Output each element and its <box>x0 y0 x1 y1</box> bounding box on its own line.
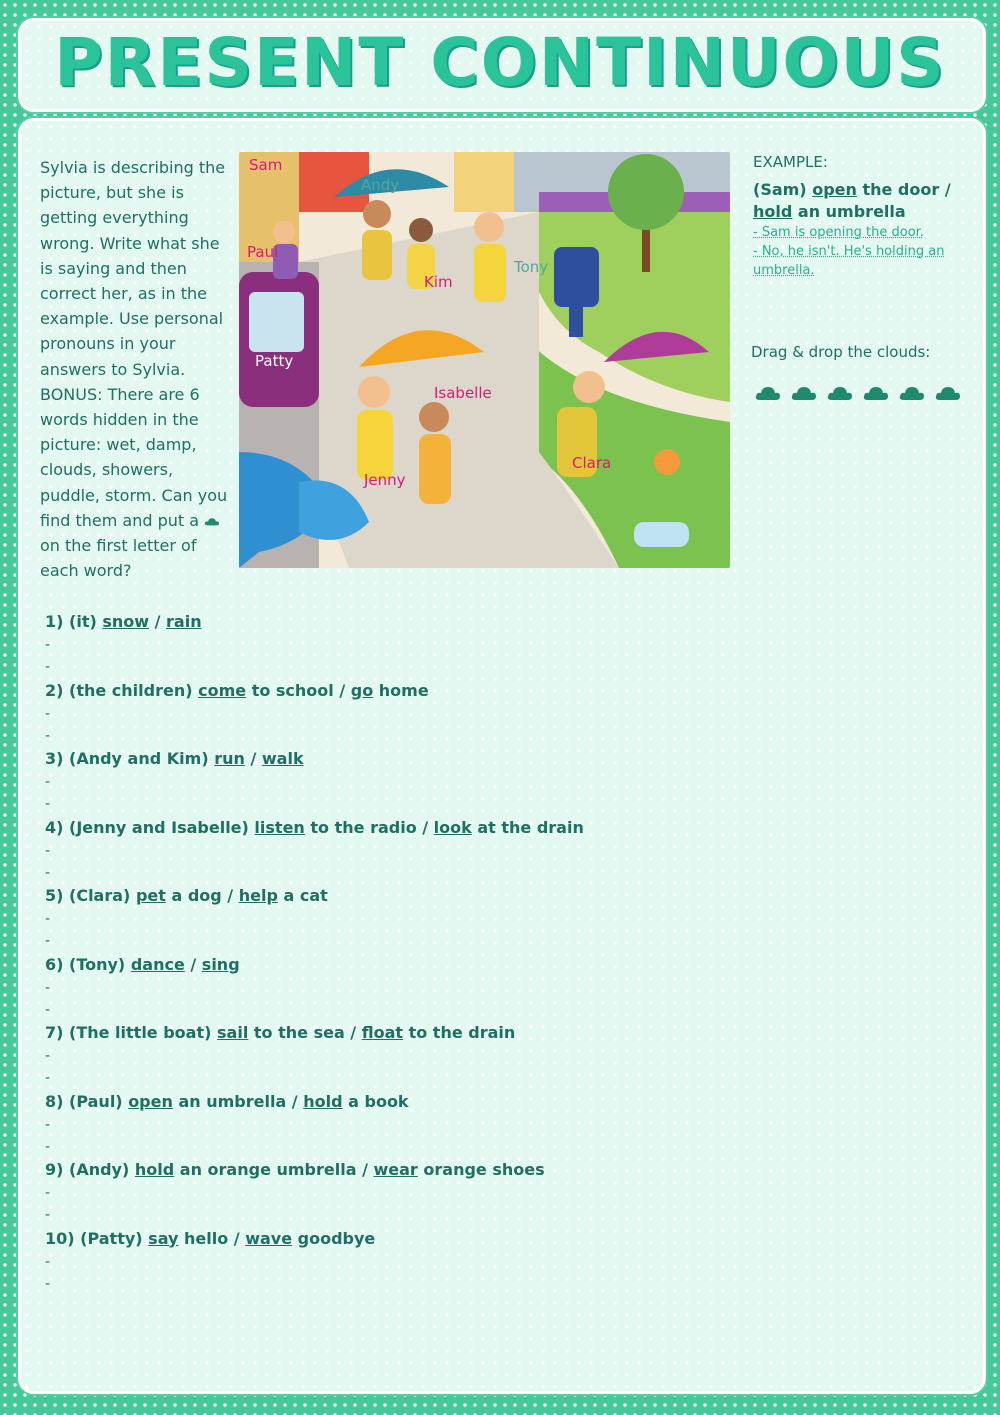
page-title: PRESENT CONTINUOUS <box>54 24 946 101</box>
label-kim: Kim <box>424 273 453 291</box>
question-rest2: home <box>378 680 429 700</box>
question-rest1: to the radio <box>310 817 417 837</box>
question-verb1: hold <box>134 1160 175 1179</box>
draggable-cloud-icon[interactable] <box>791 385 817 401</box>
instructions-text: Sylvia is describing the picture, but she is getting everything wrong. Write what she is saying and then correct her, as in the example. Use personal pronouns in your answers to Sylvia. BONUS: There are 6 words hidden in the picture: wet, damp, clouds, showers, puddle, storm. Can you find them and put a <box>40 158 228 530</box>
question-verb1: open <box>128 1091 173 1111</box>
question-verb2: look <box>433 817 472 837</box>
question-prompt: 9) (Andy) hold an orange umbrella / wear orange shoes <box>45 1160 545 1179</box>
example-verb1: open <box>812 180 857 199</box>
question-verb2: float <box>361 1023 404 1042</box>
example-heading: EXAMPLE: <box>753 153 828 171</box>
question-subject: 4) (Jenny and Isabelle) <box>45 817 249 837</box>
question-subject: 6) (Tony) <box>45 954 126 974</box>
answer-line[interactable]: - <box>45 1138 51 1155</box>
draggable-cloud-icon[interactable] <box>899 385 925 401</box>
answer-line[interactable]: - <box>45 1207 51 1223</box>
question-verb2: go <box>350 680 374 700</box>
answer-line[interactable]: - <box>45 659 51 675</box>
answer-line[interactable]: - <box>45 1070 51 1086</box>
question-verb2: walk <box>261 749 304 768</box>
question-rest2: a book <box>348 1091 409 1111</box>
question-rest1: an umbrella <box>178 1091 287 1111</box>
question-rest1: a dog <box>171 886 222 905</box>
answer-line[interactable]: - <box>45 1275 51 1292</box>
instructions <box>40 155 235 583</box>
question-rest2: a cat <box>283 886 328 905</box>
question-rest1: hello <box>184 1228 229 1248</box>
question-verb2: help <box>238 886 278 905</box>
label-jenny: Jenny <box>364 471 406 489</box>
question-rest2: orange shoes <box>423 1160 545 1179</box>
example-prompt <box>753 179 973 223</box>
label-tony: Tony <box>514 258 549 276</box>
question-rest2: goodbye <box>297 1228 376 1248</box>
question-verb1: snow <box>102 612 150 631</box>
label-andy: Andy <box>361 176 400 194</box>
question-subject: 10) (Patty) <box>45 1228 143 1248</box>
answer-line[interactable]: - <box>45 1001 51 1018</box>
answer-line[interactable]: - <box>45 1116 51 1133</box>
label-isabelle: Isabelle <box>434 384 492 402</box>
question-subject: 5) (Clara) <box>45 886 131 905</box>
question-prompt: 7) (The little boat) sail to the sea / float to the drain <box>45 1023 516 1042</box>
answer-line[interactable]: - <box>45 774 51 790</box>
question-verb1: listen <box>254 817 305 837</box>
question-prompt: 8) (Paul) open an umbrella / hold a book <box>45 1091 409 1111</box>
question-item <box>45 816 945 885</box>
question-item <box>45 1021 945 1090</box>
example-answer-1: - Sam is opening the door. <box>753 225 924 240</box>
example-verb2: hold <box>753 202 793 221</box>
question-item <box>45 1090 945 1159</box>
question-prompt: 3) (Andy and Kim) run / walk <box>45 749 304 768</box>
question-verb1: sail <box>217 1023 249 1042</box>
question-rest2: to the drain <box>408 1023 516 1042</box>
cloud-icon <box>204 517 220 526</box>
answer-line[interactable]: - <box>45 933 51 949</box>
example-rest2: an umbrella <box>797 202 906 221</box>
question-verb2: sing <box>201 954 240 974</box>
answer-line[interactable]: - <box>45 1048 51 1064</box>
question-item <box>45 1227 945 1296</box>
example-subject: (Sam) <box>753 180 807 199</box>
question-rest1: an orange umbrella <box>179 1160 357 1179</box>
draggable-cloud-icon[interactable] <box>935 385 961 401</box>
question-rest1: to the sea <box>253 1023 345 1042</box>
question-subject: 8) (Paul) <box>45 1091 123 1111</box>
answer-line[interactable]: - <box>45 911 51 927</box>
question-prompt: 5) (Clara) pet a dog / help a cat <box>45 886 328 905</box>
answer-line[interactable]: - <box>45 796 51 812</box>
question-verb1: say <box>148 1228 179 1248</box>
answer-line[interactable]: - <box>45 705 51 722</box>
answer-line[interactable]: - <box>45 842 51 859</box>
answer-line[interactable]: - <box>45 1253 51 1270</box>
question-item <box>45 610 945 679</box>
question-verb2: wave <box>245 1228 293 1248</box>
answer-line[interactable]: - <box>45 637 51 653</box>
question-item <box>45 747 945 816</box>
label-clara: Clara <box>572 454 612 472</box>
question-verb1: come <box>198 680 247 700</box>
question-item <box>45 884 945 953</box>
label-patty: Patty <box>255 352 294 370</box>
question-verb1: dance <box>130 954 185 974</box>
question-subject: 3) (Andy and Kim) <box>45 749 209 768</box>
question-verb2: wear <box>373 1160 418 1179</box>
cloud-tray <box>755 385 970 405</box>
question-prompt: 1) (it) snow / rain <box>45 612 202 631</box>
draggable-cloud-icon[interactable] <box>827 385 853 401</box>
instructions-text-end: on the first letter of each word? <box>40 536 197 581</box>
question-verb1: run <box>214 749 245 768</box>
label-sam: Sam <box>249 156 283 174</box>
question-prompt: 2) (the children) come to school / go home <box>45 680 429 700</box>
question-prompt: 6) (Tony) dance / sing <box>45 954 240 974</box>
question-subject: 7) (The little boat) <box>45 1023 212 1042</box>
question-verb2: hold <box>303 1091 343 1111</box>
rainy-street-illustration <box>239 152 730 568</box>
draggable-cloud-icon[interactable] <box>755 385 781 401</box>
example-rest1: the door / <box>862 180 951 199</box>
questions-list <box>45 610 945 1295</box>
example-box <box>753 153 973 280</box>
drag-instruction: Drag & drop the clouds: <box>751 343 931 361</box>
question-prompt: 4) (Jenny and Isabelle) listen to the radio / look at the drain <box>45 817 584 837</box>
answer-line[interactable]: - <box>45 727 51 744</box>
question-item <box>45 953 945 1022</box>
question-item <box>45 1158 945 1227</box>
question-verb2: rain <box>166 612 202 631</box>
answer-line[interactable]: - <box>45 1185 51 1201</box>
question-subject: 1) (it) <box>45 612 97 631</box>
question-rest2: at the drain <box>477 817 584 837</box>
example-answer-2: - No, he isn't. He's holding an umbrella. <box>753 244 945 278</box>
question-subject: 2) (the children) <box>45 680 193 700</box>
label-paul: Paul <box>247 243 279 261</box>
draggable-cloud-icon[interactable] <box>863 385 889 401</box>
question-rest1: to school <box>251 680 334 700</box>
answer-line[interactable]: - <box>45 864 51 881</box>
question-prompt: 10) (Patty) say hello / wave goodbye <box>45 1228 376 1248</box>
question-subject: 9) (Andy) <box>45 1160 130 1179</box>
question-item <box>45 679 945 748</box>
question-verb1: pet <box>135 886 166 905</box>
answer-line[interactable]: - <box>45 979 51 996</box>
